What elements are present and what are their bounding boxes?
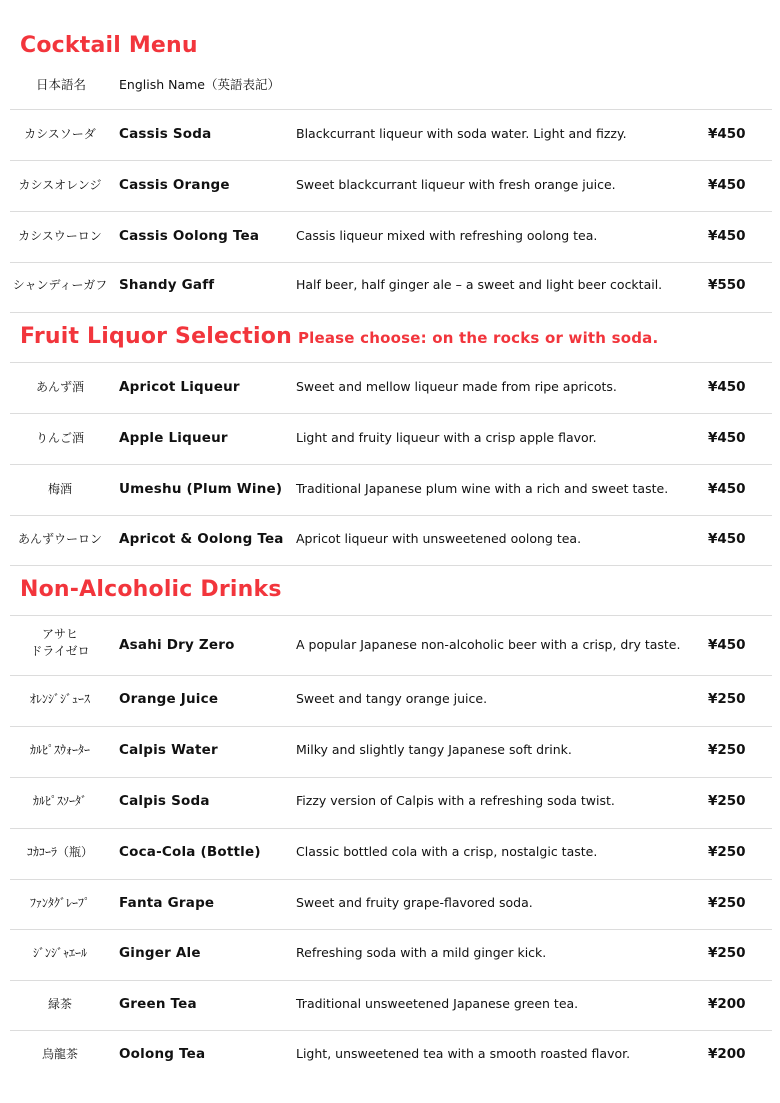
menu-item [0,930,780,980]
item-english-name: Oolong Tea [119,1046,206,1062]
menu-item [0,880,780,930]
item-price: ¥200 [708,996,746,1012]
item-english-name: Ginger Ale [119,945,201,961]
item-japanese-name-line2: ドライゼロ [30,644,90,658]
item-price: ¥200 [708,1046,746,1062]
item-price: ¥250 [708,793,746,809]
item-japanese-name: シャンディーガフ [12,278,108,292]
item-description: Half beer, half ginger ale – a sweet and light beer cocktail. [296,277,663,292]
item-description: Light, unsweetened tea with a smooth roasted flavor. [296,1046,631,1061]
item-price: ¥250 [708,945,746,961]
item-english-name: Cassis Oolong Tea [119,228,260,244]
item-english-name: Cassis Soda [119,126,212,142]
item-japanese-name: ﾌｧﾝﾀｸﾞﾚｰﾌﾟ [29,896,90,910]
item-price: ¥450 [708,637,746,653]
item-price: ¥450 [708,379,746,395]
menu-item [0,778,780,828]
menu-item [0,516,780,566]
item-english-name: Fanta Grape [119,895,215,911]
menu-item [0,263,780,313]
item-description: Traditional Japanese plum wine with a rich and sweet taste. [296,481,669,496]
item-japanese-name: ｺｶｺｰﾗ（瓶） [26,845,93,859]
cocktail-section-title: Cocktail Menu [20,33,198,58]
menu-item [0,161,780,211]
item-price: ¥250 [708,691,746,707]
item-japanese-name: カシスオレンジ [18,178,102,192]
item-description: Sweet and fruity grape-flavored soda. [296,895,533,910]
item-description: Sweet blackcurrant liqueur with fresh orange juice. [296,177,616,192]
item-japanese-name: ｶﾙﾋﾟｽｿｰﾀﾞ [32,794,87,808]
item-description: A popular Japanese non-alcoholic beer with a crisp, dry taste. [296,637,681,652]
nonalc-section-title: Non-Alcoholic Drinks [20,577,282,602]
menu-item [0,363,780,413]
item-japanese-name: あんず酒 [35,380,84,394]
item-description: Fizzy version of Calpis with a refreshing soda twist. [296,793,615,808]
item-english-name: Umeshu (Plum Wine) [119,481,283,497]
menu-item [0,414,780,464]
fruit-section-title [20,324,658,349]
item-price: ¥250 [708,844,746,860]
item-english-name: Orange Juice [119,691,219,707]
header-japanese-name: 日本語名 [36,77,87,92]
item-description: Apricot liqueur with unsweetened oolong tea. [296,531,582,546]
menu-item [0,676,780,726]
item-english-name: Cassis Orange [119,177,230,193]
item-description: Traditional unsweetened Japanese green tea. [296,996,579,1011]
item-japanese-name: カシスウーロン [18,229,102,243]
item-description: Sweet and tangy orange juice. [296,691,488,706]
item-japanese-name: りんご酒 [35,431,84,445]
item-price: ¥250 [708,742,746,758]
item-price: ¥550 [708,277,746,293]
item-english-name: Calpis Water [119,742,218,758]
item-japanese-name: ｶﾙﾋﾟｽｳｫｰﾀｰ [29,743,90,757]
header-english-name: English Name（英語表記） [119,77,280,92]
item-japanese-name: あんずウーロン [17,532,102,546]
item-price: ¥450 [708,531,746,547]
item-price: ¥450 [708,177,746,193]
item-price: ¥450 [708,126,746,142]
fruit-section-note: Please choose: on the rocks or with soda. [297,329,659,347]
item-description: Milky and slightly tangy Japanese soft drink. [296,742,572,757]
item-japanese-name: ｵﾚﾝｼﾞｼﾞｭｰｽ [29,692,90,706]
item-description: Light and fruity liqueur with a crisp apple flavor. [296,430,597,445]
divider [10,312,772,313]
item-description: Blackcurrant liqueur with soda water. Light and fizzy. [296,126,627,141]
item-english-name: Apricot & Oolong Tea [119,531,284,547]
menu-item [0,981,780,1031]
item-english-name: Shandy Gaff [119,277,215,293]
item-price: ¥450 [708,481,746,497]
item-english-name: Apricot Liqueur [119,379,240,395]
item-japanese-name: カシスソーダ [24,127,96,141]
menu-item [0,465,780,515]
menu-item [0,727,780,777]
item-price: ¥450 [708,228,746,244]
item-price: ¥250 [708,895,746,911]
item-price: ¥450 [708,430,746,446]
item-description: Classic bottled cola with a crisp, nostalgic taste. [296,844,598,859]
column-header [0,72,780,96]
item-japanese-name: 梅酒 [47,482,72,496]
item-english-name: Green Tea [119,996,197,1012]
menu-item [0,1031,780,1081]
item-japanese-name-line1: アサヒ [41,627,78,641]
divider [10,565,772,566]
menu-item [0,616,780,675]
item-japanese-name [8,626,112,660]
item-english-name: Asahi Dry Zero [119,637,235,653]
fruit-title-text: Fruit Liquor Selection [20,324,292,349]
item-english-name: Coca-Cola (Bottle) [119,844,261,860]
menu-item [0,829,780,879]
item-description: Sweet and mellow liqueur made from ripe apricots. [296,379,617,394]
item-description: Cassis liqueur mixed with refreshing oolong tea. [296,228,598,243]
item-japanese-name: 緑茶 [47,997,72,1011]
item-english-name: Apple Liqueur [119,430,228,446]
item-japanese-name: 烏龍茶 [41,1047,78,1061]
item-english-name: Calpis Soda [119,793,210,809]
item-japanese-name: ｼﾞﾝｼﾞｬｴｰﾙ [32,946,87,960]
menu-item [0,212,780,262]
item-description: Refreshing soda with a mild ginger kick. [296,945,547,960]
menu-item [0,110,780,160]
